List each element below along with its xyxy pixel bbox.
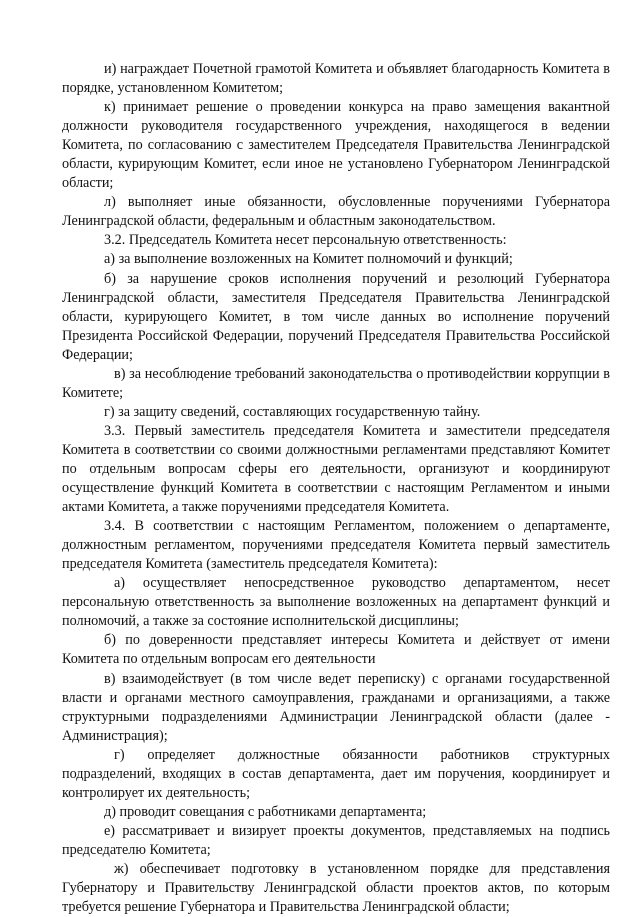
paragraph-dept-item-d: д) проводит совещания с работниками департамента; [104, 803, 427, 820]
paragraph-3-2: 3.2. Председатель Комитета несет персональную ответственность: [104, 232, 507, 249]
paragraph-3-4: 3.4. В соответствии с настоящим Регламентом, положением о департаменте, должностным регламентом, поручениями председателя Комитета первый заместитель председателя Комитета (заместитель председателя Комитета): [62, 518, 610, 573]
paragraph-item-a: а) за выполнение возложенных на Комитет полномочий и функций; [104, 251, 513, 268]
paragraph-item-v: в) за несоблюдение требований законодательства о противодействии коррупции в Комитете; [62, 365, 610, 401]
paragraph-item-i: и) награждает Почетной грамотой Комитета и объявляет благодарность Комитета в порядке, установленном Комитетом; [62, 61, 610, 97]
paragraph-item-g: г) за защиту сведений, составляющих государственную тайну. [104, 403, 481, 420]
paragraph-dept-item-b: б) по доверенности представляет интересы Комитета и действует от имени Комитета по отдельным вопросам его деятельности [62, 632, 610, 668]
paragraph-item-k: к) принимает решение о проведении конкурса на право замещения вакантной должности руководителя государственного учреждения, находящегося в ведении Комитета, по согласованию с заместителем Председателя Правительства Ленинградской области, курирующим Комитет, если иное не установлено Губернатором Ленинградской области; [62, 99, 610, 192]
paragraph-dept-item-a: а) осуществляет непосредственное руководство департаментом, несет персональную ответственность за выполнение возложенных на департамент функций и полномочий, а также за состояние исполнительской дисциплины; [62, 575, 610, 630]
paragraph-item-b: б) за нарушение сроков исполнения поручений и резолюций Губернатора Ленинградской области, заместителя Председателя Правительства Ленинградской области, курирующего Комитет, в том числе данных во исполнение поручений Президента Российской Федерации, поручений Председателя Правительства Российской Федерации; [62, 270, 610, 363]
paragraph-dept-item-zh: ж) обеспечивает подготовку в установленном порядке для представления Губернатору и Правительству Ленинградской области проектов актов, по которым требуется решение Губернатора и Правительства Ленинградской области; [62, 860, 610, 916]
paragraph-3-3: 3.3. Первый заместитель председателя Комитета и заместители председателя Комитета в соответствии со своими должностными регламентами представляют Комитет по отдельным вопросам сферы его деятельности, организуют и координируют осуществление функций Комитета в соответствии с настоящим Регламентом и иными актами Комитета, а также поручениями председателя Комитета. [62, 422, 610, 516]
paragraph-dept-item-g: г) определяет должностные обязанности работников структурных подразделений, входящих в состав департамента, дает им поручения, координирует и контролирует их деятельность; [62, 746, 610, 801]
paragraph-item-l: л) выполняет иные обязанности, обусловленные поручениями Губернатора Ленинградской области, федеральным и областным законодательством. [62, 194, 610, 230]
document-page [62, 60, 610, 917]
paragraph-dept-item-v: в) взаимодействует (в том числе ведет переписку) с органами государственной власти и органами местного самоуправления, гражданами и организациями, а также структурными подразделениями Администрации Ленинградской области (далее - Администрация); [62, 670, 610, 744]
paragraph-dept-item-e: е) рассматривает и визирует проекты документов, представляемых на подпись председателю Комитета; [62, 822, 610, 858]
